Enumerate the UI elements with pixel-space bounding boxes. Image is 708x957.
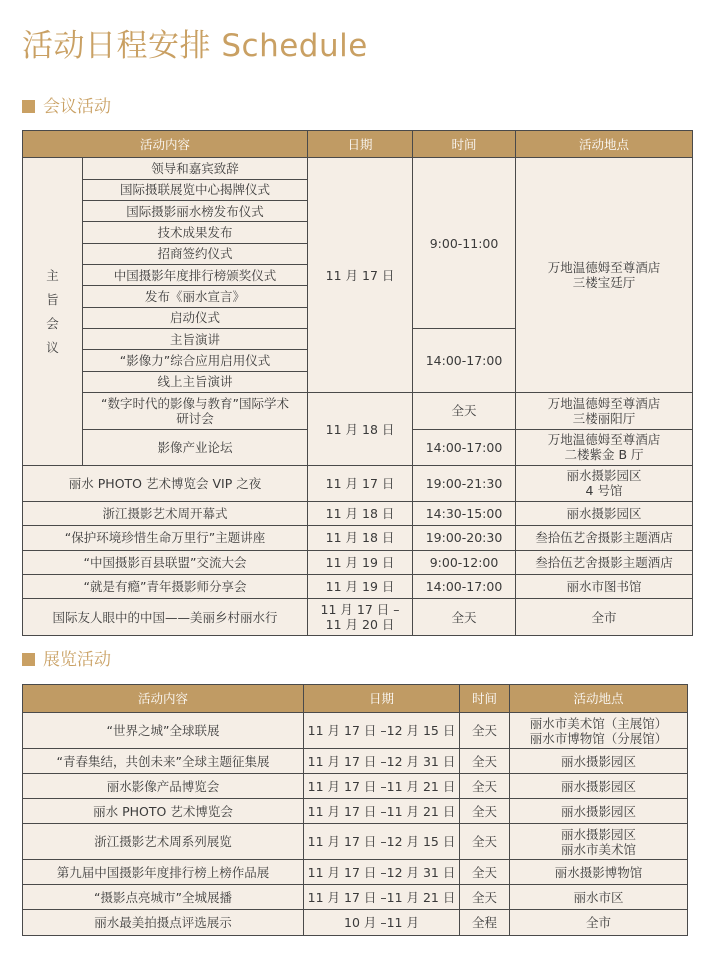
date-cell: 11 月 17 日 –11 月 21 日 bbox=[304, 885, 460, 910]
activity-cell: 线上主旨演讲 bbox=[83, 371, 308, 392]
time-cell: 全天 bbox=[460, 823, 510, 859]
date-cell: 11 月 17 日 bbox=[308, 466, 413, 502]
activity-cell: 丽水 PHOTO 艺术博览会 bbox=[23, 799, 304, 824]
meeting-table bbox=[22, 130, 693, 636]
date-cell: 11 月 18 日 bbox=[308, 393, 413, 466]
table-row bbox=[23, 713, 688, 749]
venue-cell: 丽水市图书馆 bbox=[516, 574, 693, 598]
activity-cell: “中国摄影百县联盟”交流大会 bbox=[23, 550, 308, 574]
activity-cell: “保护环境珍惜生命万里行”主题讲座 bbox=[23, 526, 308, 550]
header-time: 时间 bbox=[413, 131, 516, 158]
activity-cell: 丽水最美拍摄点评选展示 bbox=[23, 910, 304, 936]
table-row bbox=[23, 910, 688, 936]
date-cell: 11 月 17 日 –12 月 15 日 bbox=[304, 823, 460, 859]
venue-cell: 全市 bbox=[510, 910, 688, 936]
time-cell: 全天 bbox=[460, 774, 510, 799]
table-row bbox=[23, 466, 693, 502]
venue-cell: 万地温德姆至尊酒店 三楼宝廷厅 bbox=[516, 158, 693, 393]
time-cell: 全天 bbox=[460, 713, 510, 749]
meeting-heading-text: 会议活动 bbox=[43, 97, 111, 117]
activity-cell: 主旨演讲 bbox=[83, 329, 308, 350]
activity-cell: “数字时代的影像与教育”国际学术研讨会 bbox=[83, 393, 308, 430]
time-cell: 全程 bbox=[460, 910, 510, 936]
table-row bbox=[23, 574, 693, 598]
venue-cell: 丽水市区 bbox=[510, 885, 688, 910]
activity-cell: “影像力”综合应用启用仪式 bbox=[83, 350, 308, 371]
venue-cell: 丽水摄影博物馆 bbox=[510, 860, 688, 885]
activity-cell: 国际友人眼中的中国——美丽乡村丽水行 bbox=[23, 599, 308, 636]
table-row bbox=[23, 599, 693, 636]
venue-cell: 叁拾伍艺舍摄影主题酒店 bbox=[516, 526, 693, 550]
activity-cell: 国际摄联展览中心揭牌仪式 bbox=[83, 179, 308, 200]
date-cell: 11 月 17 日 –12 月 31 日 bbox=[304, 749, 460, 774]
table-row bbox=[23, 526, 693, 550]
date-cell: 11 月 19 日 bbox=[308, 574, 413, 598]
square-bullet-icon bbox=[22, 100, 35, 113]
activity-cell: “青春集结，共创未来”全球主题征集展 bbox=[23, 749, 304, 774]
venue-cell: 丽水摄影园区 bbox=[510, 774, 688, 799]
meeting-section-heading bbox=[22, 96, 111, 118]
activity-cell: 发布《丽水宣言》 bbox=[83, 286, 308, 307]
venue-cell: 丽水摄影园区 丽水市美术馆 bbox=[510, 823, 688, 859]
time-cell: 全天 bbox=[460, 860, 510, 885]
time-cell: 全天 bbox=[460, 885, 510, 910]
date-cell: 11 月 17 日 –12 月 15 日 bbox=[304, 713, 460, 749]
date-cell: 11 月 17 日 –11 月 21 日 bbox=[304, 774, 460, 799]
venue-cell: 全市 bbox=[516, 599, 693, 636]
activity-cell: 浙江摄影艺术周系列展览 bbox=[23, 823, 304, 859]
time-cell: 19:00-20:30 bbox=[413, 526, 516, 550]
page-title: 活动日程安排 Schedule bbox=[22, 28, 368, 64]
activity-cell: 丽水影像产品博览会 bbox=[23, 774, 304, 799]
activity-cell: 影像产业论坛 bbox=[83, 429, 308, 466]
square-bullet-icon bbox=[22, 653, 35, 666]
exhibition-section-heading bbox=[22, 649, 111, 671]
header-activity: 活动内容 bbox=[23, 131, 308, 158]
venue-cell: 万地温德姆至尊酒店 二楼紫金 B 厅 bbox=[516, 429, 693, 466]
venue-cell: 丽水摄影园区 bbox=[510, 799, 688, 824]
venue-cell: 丽水摄影园区 bbox=[510, 749, 688, 774]
header-date: 日期 bbox=[308, 131, 413, 158]
time-cell: 全天 bbox=[460, 749, 510, 774]
time-cell: 全天 bbox=[413, 599, 516, 636]
venue-cell: 丽水摄影园区 bbox=[516, 501, 693, 525]
activity-cell: 招商签约仪式 bbox=[83, 243, 308, 264]
activity-cell: 启动仪式 bbox=[83, 307, 308, 328]
header-date: 日期 bbox=[304, 685, 460, 713]
time-cell: 全天 bbox=[460, 799, 510, 824]
header-venue: 活动地点 bbox=[516, 131, 693, 158]
table-row bbox=[23, 885, 688, 910]
venue-cell: 万地温德姆至尊酒店 三楼丽阳厅 bbox=[516, 393, 693, 430]
time-cell: 全天 bbox=[413, 393, 516, 430]
date-cell: 10 月 –11 月 bbox=[304, 910, 460, 936]
activity-cell: “就是有瘾”青年摄影师分享会 bbox=[23, 574, 308, 598]
activity-cell: 丽水 PHOTO 艺术博览会 VIP 之夜 bbox=[23, 466, 308, 502]
date-cell: 11 月 19 日 bbox=[308, 550, 413, 574]
table-row bbox=[23, 799, 688, 824]
header-venue: 活动地点 bbox=[510, 685, 688, 713]
header-time: 时间 bbox=[460, 685, 510, 713]
time-cell: 19:00-21:30 bbox=[413, 466, 516, 502]
activity-cell: 第九届中国摄影年度排行榜上榜作品展 bbox=[23, 860, 304, 885]
table-row bbox=[23, 501, 693, 525]
table-row bbox=[23, 774, 688, 799]
time-cell: 9:00-12:00 bbox=[413, 550, 516, 574]
date-cell: 11 月 17 日 – 11 月 20 日 bbox=[308, 599, 413, 636]
activity-cell: 领导和嘉宾致辞 bbox=[83, 158, 308, 179]
venue-cell: 丽水市美术馆（主展馆） 丽水市博物馆（分展馆） bbox=[510, 713, 688, 749]
time-cell: 9:00-11:00 bbox=[413, 158, 516, 329]
header-activity: 活动内容 bbox=[23, 685, 304, 713]
table-row bbox=[23, 749, 688, 774]
activity-cell: 技术成果发布 bbox=[83, 222, 308, 243]
exhibition-heading-text: 展览活动 bbox=[43, 650, 111, 670]
exhibition-table bbox=[22, 684, 688, 936]
venue-cell: 叁拾伍艺舍摄影主题酒店 bbox=[516, 550, 693, 574]
table-row bbox=[23, 823, 688, 859]
date-cell: 11 月 18 日 bbox=[308, 526, 413, 550]
time-cell: 14:00-17:00 bbox=[413, 574, 516, 598]
activity-cell: “世界之城”全球联展 bbox=[23, 713, 304, 749]
activity-cell: 中国摄影年度排行榜颁奖仪式 bbox=[83, 265, 308, 286]
time-cell: 14:00-17:00 bbox=[413, 429, 516, 466]
keynote-group-label: 主 旨 会 议 bbox=[23, 158, 83, 466]
venue-cell: 丽水摄影园区 4 号馆 bbox=[516, 466, 693, 502]
table-row bbox=[23, 860, 688, 885]
activity-cell: “摄影点亮城市”全城展播 bbox=[23, 885, 304, 910]
time-cell: 14:30-15:00 bbox=[413, 501, 516, 525]
time-cell: 14:00-17:00 bbox=[413, 329, 516, 393]
date-cell: 11 月 17 日 bbox=[308, 158, 413, 393]
date-cell: 11 月 17 日 –12 月 31 日 bbox=[304, 860, 460, 885]
activity-cell: 国际摄影丽水榜发布仪式 bbox=[83, 201, 308, 222]
table-row bbox=[23, 550, 693, 574]
activity-cell: 浙江摄影艺术周开幕式 bbox=[23, 501, 308, 525]
date-cell: 11 月 18 日 bbox=[308, 501, 413, 525]
date-cell: 11 月 17 日 –11 月 21 日 bbox=[304, 799, 460, 824]
